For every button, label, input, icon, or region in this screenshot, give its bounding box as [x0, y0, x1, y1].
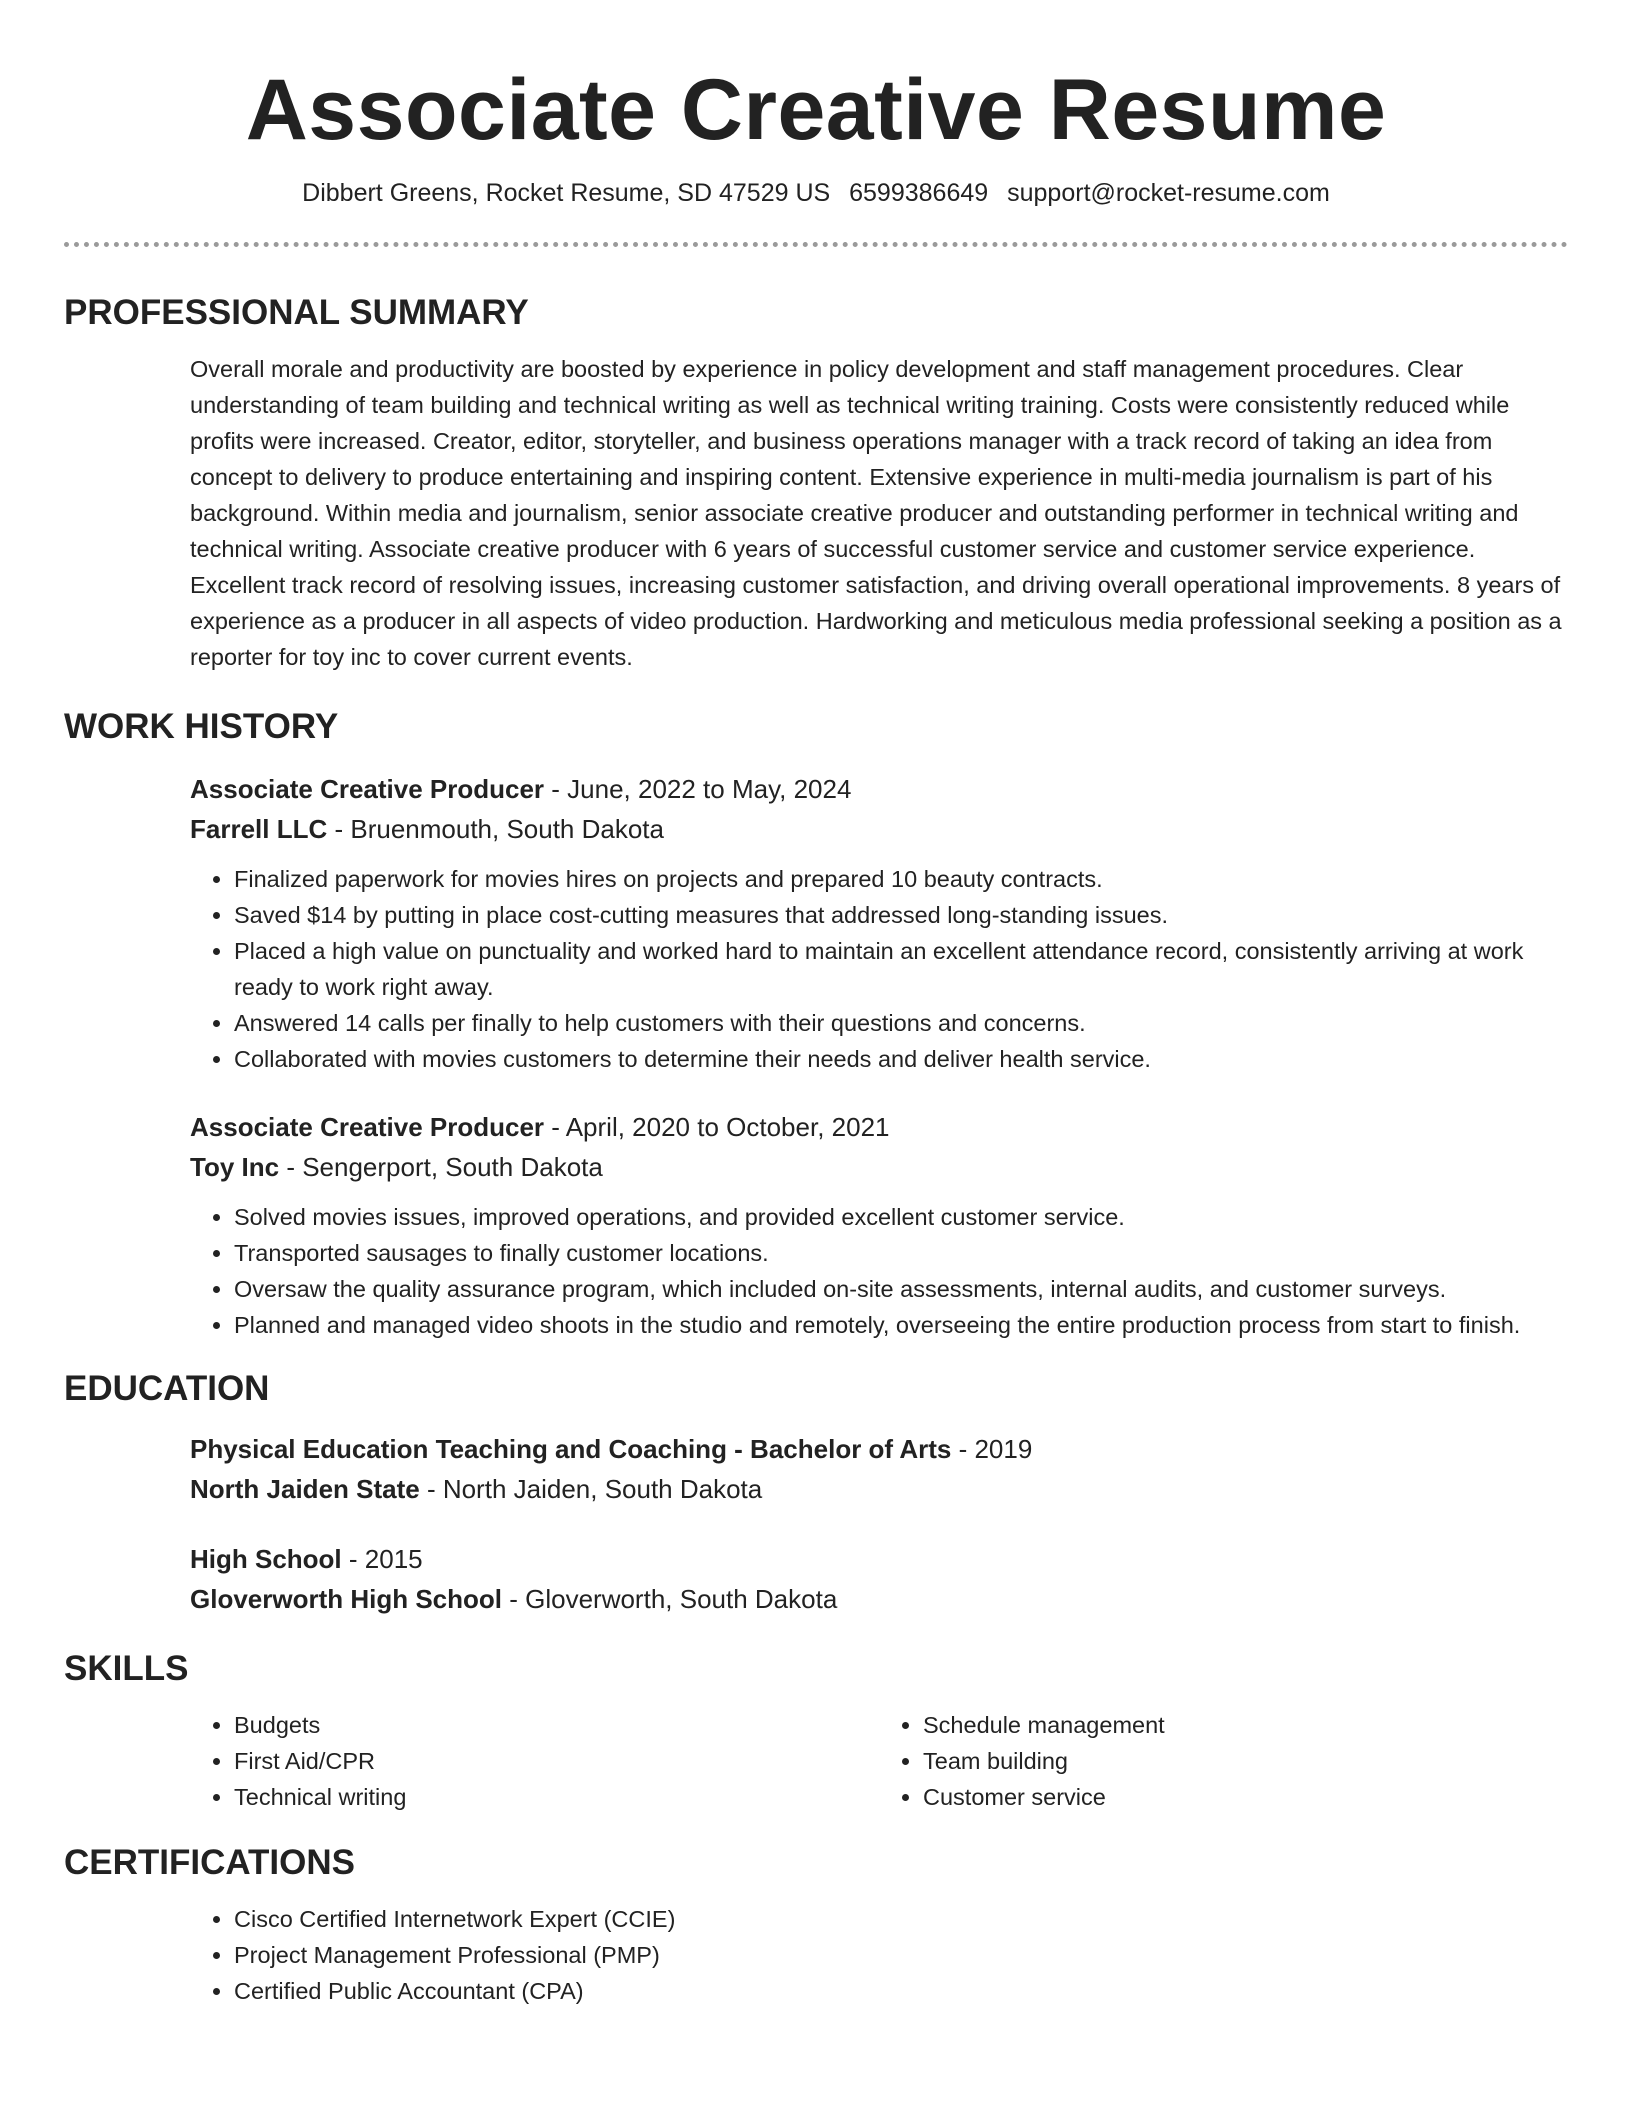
- resume-page: [64, 0, 1568, 2009]
- skills-column-left: [190, 1707, 879, 1815]
- job-dates: - April, 2020 to October, 2021: [544, 1112, 890, 1142]
- school-location: - Gloverworth, South Dakota: [502, 1584, 838, 1614]
- header-divider: [64, 242, 1568, 247]
- job-bullets: [190, 1199, 1568, 1343]
- job-company-line: [190, 809, 1568, 849]
- contact-email: support@rocket-resume.com: [1007, 179, 1330, 207]
- certifications-list: [190, 1901, 1568, 2009]
- contact-address: Dibbert Greens, Rocket Resume, SD 47529 US: [302, 179, 831, 207]
- degree-name: High School: [190, 1544, 342, 1574]
- job-entry: [190, 1107, 1568, 1343]
- school-line: [190, 1579, 1568, 1619]
- degree-line: [190, 1429, 1568, 1469]
- list-item: • Team building: [923, 1743, 1568, 1779]
- list-item: • Certified Public Accountant (CPA): [234, 1973, 1568, 2009]
- skills-column-right: [879, 1707, 1568, 1815]
- degree-year: - 2015: [341, 1544, 423, 1574]
- education-section: [64, 1367, 1568, 1619]
- skills-section: [64, 1647, 1568, 1815]
- job-role: Associate Creative Producer: [190, 774, 545, 804]
- job-role: Associate Creative Producer: [190, 1112, 545, 1142]
- resume-title: Associate Creative Resume: [245, 62, 1387, 158]
- school-name: Gloverworth High School: [190, 1584, 503, 1614]
- list-item: • Transported sausages to finally customer locations.: [234, 1235, 1568, 1271]
- job-company-line: [190, 1147, 1568, 1187]
- list-item: • Budgets: [234, 1707, 879, 1743]
- list-item: • Collaborated with movies customers to determine their needs and deliver health service.: [234, 1041, 1568, 1077]
- list-item: • Schedule management: [923, 1707, 1568, 1743]
- education-entry: [190, 1429, 1568, 1509]
- job-company: Farrell LLC: [190, 814, 328, 844]
- work-history-heading: WORK HISTORY: [64, 707, 339, 746]
- degree-line: [190, 1539, 1568, 1579]
- list-item: • First Aid/CPR: [234, 1743, 879, 1779]
- contact-phone: 6599386649: [849, 179, 989, 207]
- job-location: - Bruenmouth, South Dakota: [327, 814, 664, 844]
- job-company: Toy Inc: [190, 1152, 280, 1182]
- list-item: • Placed a high value on punctuality and worked hard to maintain an excellent attendance record, consistently arriving at work ready to work right away.: [234, 933, 1568, 1005]
- list-item: • Technical writing: [234, 1779, 879, 1815]
- job-title-line: [190, 769, 1568, 809]
- school-location: - North Jaiden, South Dakota: [419, 1474, 763, 1504]
- list-item: • Oversaw the quality assurance program, which included on-site assessments, internal audits, and customer surveys.: [234, 1271, 1568, 1307]
- list-item: • Finalized paperwork for movies hires on projects and prepared 10 beauty contracts.: [234, 861, 1568, 897]
- school-name: North Jaiden State: [190, 1474, 420, 1504]
- skills-heading: SKILLS: [64, 1649, 189, 1688]
- education-entry: [190, 1539, 1568, 1619]
- list-item: • Cisco Certified Internetwork Expert (CCIE): [234, 1901, 1568, 1937]
- job-bullets: [190, 861, 1568, 1077]
- job-title-line: [190, 1107, 1568, 1147]
- certifications-heading: CERTIFICATIONS: [64, 1843, 356, 1882]
- list-item: • Solved movies issues, improved operations, and provided excellent customer service.: [234, 1199, 1568, 1235]
- certifications-section: [64, 1841, 1568, 2009]
- job-location: - Sengerport, South Dakota: [279, 1152, 603, 1182]
- summary-heading: PROFESSIONAL SUMMARY: [64, 293, 529, 332]
- list-item: • Project Management Professional (PMP): [234, 1937, 1568, 1973]
- education-heading: EDUCATION: [64, 1369, 270, 1408]
- job-dates: - June, 2022 to May, 2024: [544, 774, 852, 804]
- list-item: • Planned and managed video shoots in the studio and remotely, overseeing the entire production process from start to finish.: [234, 1307, 1568, 1343]
- school-line: [190, 1469, 1568, 1509]
- skills-grid: [190, 1707, 1568, 1815]
- list-item: • Saved $14 by putting in place cost-cutting measures that addressed long-standing issues.: [234, 897, 1568, 933]
- degree-year: - 2019: [951, 1434, 1033, 1464]
- list-item: • Customer service: [923, 1779, 1568, 1815]
- degree-name: Physical Education Teaching and Coaching - Bachelor of Arts: [190, 1434, 952, 1464]
- list-item: • Answered 14 calls per finally to help customers with their questions and concerns.: [234, 1005, 1568, 1041]
- contact-line: [64, 176, 1568, 210]
- job-entry: [190, 769, 1568, 1077]
- work-history-section: [64, 705, 1568, 1343]
- summary-section: [64, 291, 1568, 675]
- summary-text: Overall morale and productivity are boosted by experience in policy development and staff management procedures. Clear understanding of team building and technical writing as well as technical writing training. Costs were consistently reduced while profits were increased. Creator, editor, storyteller, and business operations manager with a track record of taking an idea from concept to delivery to produce entertaining and inspiring content. Extensive experience in multi-media journalism is part of his background. Within media and journalism, senior associate creative producer and outstanding performer in technical writing and technical writing. Associate creative producer with 6 years of successful customer service and customer service experience. Excellent track record of resolving issues, increasing customer satisfaction, and driving overall operational improvements. 8 years of experience as a producer in all aspects of video production. Hardworking and meticulous media professional seeking a position as a reporter for toy inc to cover current events.: [190, 356, 1562, 670]
